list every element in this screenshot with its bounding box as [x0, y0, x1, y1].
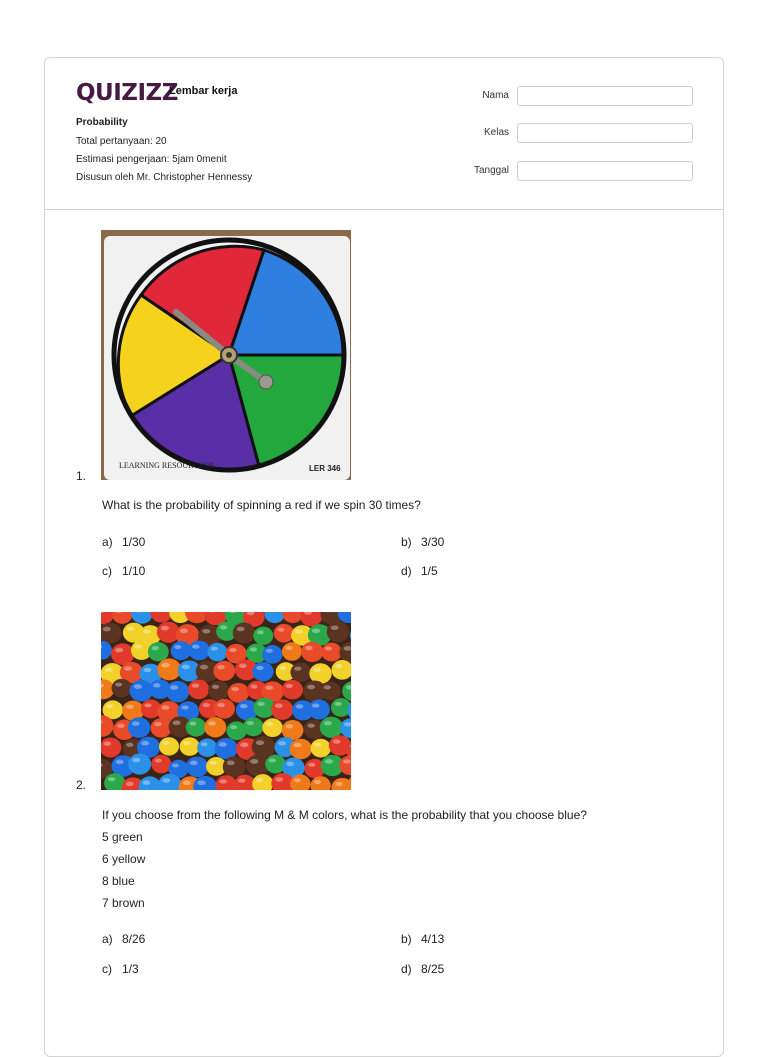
candy	[233, 623, 256, 644]
candy-highlight	[172, 763, 179, 767]
candy-highlight	[333, 739, 341, 743]
candy-highlight	[312, 628, 320, 633]
candy	[301, 642, 323, 662]
candy-highlight	[324, 685, 331, 689]
candy-highlight	[182, 665, 190, 670]
candy	[282, 642, 302, 661]
candy-highlight	[124, 666, 132, 671]
worksheet-title: Probability	[76, 117, 128, 128]
candy	[271, 699, 293, 719]
candy-highlight	[103, 742, 111, 746]
candy-highlight	[308, 763, 315, 767]
spinner-brand-caption: LEARNING RESOURCES®	[119, 461, 214, 470]
candy	[111, 643, 134, 665]
candy-highlight	[220, 625, 227, 629]
candy	[180, 737, 200, 756]
candy	[204, 717, 226, 737]
candy	[186, 757, 208, 778]
candy-highlight	[180, 628, 188, 633]
question-2-line-2: 6 yellow	[102, 852, 145, 866]
candy	[188, 640, 210, 660]
candy-highlight	[183, 741, 190, 745]
candy-pile	[101, 612, 351, 790]
candy-highlight	[211, 647, 218, 651]
candy-highlight	[285, 724, 293, 728]
question-1-option-b[interactable]: b) 3/30	[401, 535, 444, 549]
candy-highlight	[141, 741, 149, 746]
candy-highlight	[250, 647, 257, 651]
candy-highlight	[162, 741, 169, 745]
candy	[128, 753, 151, 774]
spinner-code-caption: LER 346	[309, 464, 341, 473]
candy	[320, 717, 343, 738]
candy-highlight	[250, 684, 257, 688]
candy-highlight	[275, 703, 283, 707]
question-1-option-c[interactable]: c) 1/10	[102, 564, 145, 578]
candy-highlight	[256, 666, 263, 670]
candy	[290, 663, 311, 682]
candy-image	[101, 612, 351, 790]
candy-highlight	[285, 646, 292, 650]
candy	[327, 621, 350, 642]
candy-highlight	[126, 705, 134, 709]
date-field[interactable]	[517, 161, 693, 181]
candy	[252, 736, 276, 758]
candy-highlight	[217, 703, 224, 707]
candy-highlight	[170, 685, 178, 690]
candy	[151, 755, 171, 773]
candy-highlight	[126, 782, 134, 787]
quizizz-logo: QUIZIZZ	[76, 80, 178, 106]
candy-highlight	[153, 683, 161, 687]
candy-highlight	[312, 703, 320, 707]
candy-highlight	[307, 685, 315, 690]
candy-highlight	[231, 687, 239, 691]
candy	[228, 683, 250, 703]
name-field[interactable]	[517, 86, 693, 106]
candy-highlight	[189, 722, 196, 726]
question-1-option-d[interactable]: d) 1/5	[401, 564, 438, 578]
candy-highlight	[161, 663, 169, 668]
candy-highlight	[238, 778, 245, 782]
candy-highlight	[314, 743, 321, 747]
candy-highlight	[285, 684, 292, 688]
candy-highlight	[190, 761, 198, 765]
estimated-time: Estimasi pengerjaan: 5jam 0menit	[76, 154, 227, 165]
spinner-image	[101, 230, 351, 480]
question-2-line-1: 5 green	[102, 830, 143, 844]
candy-highlight	[132, 721, 140, 725]
candy-highlight	[212, 685, 219, 689]
candy-highlight	[250, 759, 258, 764]
candy	[188, 680, 209, 700]
question-1-number: 1.	[76, 469, 86, 483]
candy-highlight	[154, 722, 161, 726]
candy	[128, 717, 150, 738]
candy-highlight	[126, 743, 133, 747]
candy	[321, 643, 341, 662]
candy	[320, 681, 341, 700]
candy-highlight	[183, 780, 191, 785]
candy-highlight	[313, 667, 321, 671]
candy-highlight	[192, 684, 199, 688]
question-2-option-c[interactable]: c) 1/3	[102, 962, 139, 976]
question-2-text: If you choose from the following M & M colors, what is the probability that you choose blue?	[102, 808, 587, 822]
candy-highlight	[240, 742, 248, 747]
candy	[197, 739, 217, 757]
candy	[214, 699, 235, 719]
candy-highlight	[132, 758, 140, 763]
worksheet-header	[45, 58, 723, 210]
candy-highlight	[105, 667, 113, 672]
candy-highlight	[115, 648, 123, 653]
candy	[186, 718, 206, 737]
candy	[157, 658, 181, 680]
candy-highlight	[103, 627, 111, 632]
candy	[290, 739, 312, 760]
candy-highlight	[135, 644, 142, 648]
candy	[215, 738, 238, 759]
candy	[253, 627, 273, 645]
candy-highlight	[294, 667, 301, 671]
candy	[252, 662, 273, 682]
candy-highlight	[294, 743, 302, 747]
candy-highlight	[115, 683, 122, 687]
candy	[262, 718, 282, 737]
candy-highlight	[266, 722, 273, 726]
candy-highlight	[143, 629, 151, 633]
total-questions: Total pertanyaan: 20	[76, 136, 167, 147]
class-label: Kelas	[429, 127, 509, 138]
candy-highlight	[331, 625, 339, 630]
candy-highlight	[127, 627, 135, 631]
candy-highlight	[229, 648, 236, 652]
candy	[151, 718, 172, 737]
candy-highlight	[192, 644, 200, 648]
question-2-line-3: 8 blue	[102, 874, 135, 888]
candy-highlight	[325, 759, 333, 764]
candy-highlight	[335, 664, 342, 668]
candy	[208, 681, 229, 700]
candy-highlight	[161, 705, 169, 710]
candy-highlight	[161, 626, 169, 631]
candy-highlight	[219, 779, 227, 783]
candy-highlight	[173, 720, 181, 725]
class-field[interactable]	[517, 123, 693, 143]
candy-highlight	[266, 649, 273, 653]
question-2-option-d[interactable]: d) 8/25	[401, 962, 444, 976]
candy-highlight	[106, 704, 113, 708]
candy-highlight	[152, 646, 159, 650]
candy-highlight	[277, 628, 284, 632]
candy	[282, 680, 303, 700]
candy	[166, 681, 189, 703]
candy-highlight	[202, 629, 210, 634]
candy	[207, 643, 227, 661]
candy	[112, 679, 132, 698]
question-2-option-b[interactable]: b) 4/13	[401, 932, 444, 946]
candy	[171, 641, 192, 660]
candy-highlight	[296, 704, 304, 708]
candy	[274, 624, 294, 643]
candy-highlight	[174, 645, 181, 649]
candy-highlight	[162, 778, 170, 783]
candy-highlight	[210, 761, 217, 765]
candy-highlight	[239, 664, 247, 669]
candy-highlight	[257, 630, 264, 634]
candy-highlight	[324, 721, 332, 726]
candy-highlight	[117, 724, 125, 728]
candy-highlight	[142, 780, 150, 784]
candy-highlight	[307, 723, 315, 727]
question-2-number: 2.	[76, 778, 86, 792]
candy-highlight	[286, 762, 294, 766]
name-label: Nama	[429, 90, 509, 101]
candy	[262, 645, 282, 664]
candy-highlight	[265, 685, 273, 689]
candy-highlight	[269, 758, 276, 762]
candy-highlight	[108, 777, 115, 781]
candy-highlight	[217, 665, 225, 669]
candy-highlight	[143, 668, 151, 673]
candy-highlight	[314, 780, 321, 784]
candy-highlight	[219, 742, 227, 747]
author: Disusun oleh Mr. Christopher Hennessy	[76, 172, 252, 183]
candy-highlight	[275, 777, 283, 782]
candy-highlight	[294, 778, 301, 782]
candy-highlight	[201, 742, 208, 746]
candy-highlight	[278, 741, 286, 745]
candy-highlight	[295, 629, 303, 633]
date-label: Tanggal	[429, 165, 509, 176]
candy-highlight	[144, 703, 151, 707]
candy	[243, 717, 264, 736]
candy	[311, 739, 331, 758]
candy-highlight	[256, 778, 263, 782]
candy	[148, 642, 169, 661]
candy-highlight	[334, 702, 341, 706]
worksheet-label: Lembar kerja	[169, 85, 237, 97]
candy-highlight	[247, 721, 254, 725]
candy	[265, 755, 286, 774]
candy-highlight	[237, 627, 245, 632]
candy-highlight	[256, 740, 264, 745]
candy-highlight	[197, 780, 205, 785]
candy	[159, 737, 179, 755]
candy-highlight	[335, 782, 343, 786]
candy-highlight	[257, 702, 265, 706]
question-1-text: What is the probability of spinning a red if we spin 30 times?	[102, 498, 421, 512]
candy	[282, 720, 304, 740]
candy-highlight	[155, 759, 162, 763]
candy-highlight	[279, 666, 286, 670]
question-2-option-a[interactable]: a) 8/26	[102, 932, 145, 946]
candy-highlight	[200, 665, 208, 670]
candy	[308, 699, 330, 719]
candy-highlight	[181, 705, 189, 709]
candy	[213, 661, 235, 681]
worksheet	[44, 57, 724, 1057]
candy-highlight	[134, 684, 142, 689]
question-1-option-a[interactable]: a) 1/30	[102, 535, 145, 549]
candy-highlight	[343, 759, 350, 763]
candy-highlight	[227, 761, 235, 766]
candy-highlight	[203, 703, 210, 707]
candy	[223, 756, 246, 777]
candy-highlight	[116, 760, 124, 765]
candy-highlight	[305, 646, 313, 650]
question-2-line-4: 7 brown	[102, 896, 145, 910]
candy-highlight	[325, 646, 332, 650]
candy-highlight	[240, 704, 248, 708]
candy-highlight	[230, 725, 237, 729]
candy-highlight	[208, 721, 216, 725]
